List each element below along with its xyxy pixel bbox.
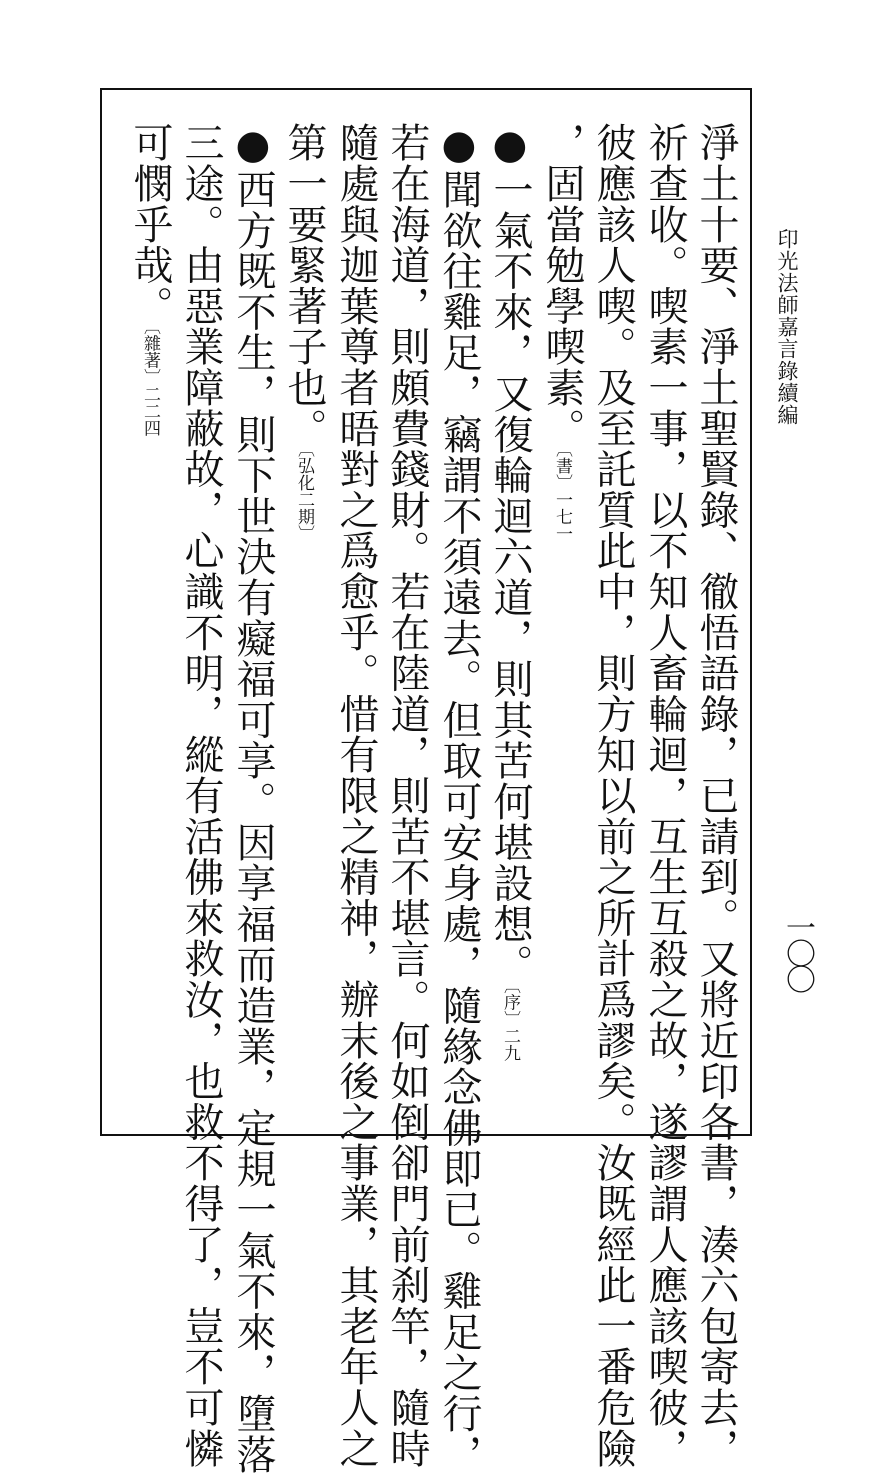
column-text: ，固當勉學喫素。 bbox=[539, 122, 585, 449]
text-column bbox=[641, 122, 689, 1468]
text-column bbox=[332, 122, 380, 1468]
column-text: 隨處與迦葉尊者晤對之爲愈乎。惜有限之精神，辦末後之事業，其老年人之 bbox=[333, 122, 379, 1469]
book-title: 印光法師嘉言錄續編 bbox=[775, 228, 799, 426]
source-note: 〔書〕一七一 bbox=[552, 448, 572, 542]
column-text: 可憫乎哉。 bbox=[127, 122, 173, 326]
column-text: ●聞欲往雞足，竊謂不須遠去。但取可安身處，隨緣念佛即已。雞足之行， bbox=[436, 122, 482, 1474]
column-text: 淨土十要、淨土聖賢錄、徹悟語錄，已請到。又將近印各書，湊六包寄去， bbox=[693, 122, 739, 1469]
text-column bbox=[486, 122, 534, 1061]
source-note: 〔弘化二期〕 bbox=[294, 448, 314, 542]
column-text: 祈查收。喫素一事，以不知人畜輪迴，互生互殺之故，遂謬謂人應該喫彼， bbox=[642, 122, 688, 1469]
text-column bbox=[435, 122, 483, 1474]
text-column bbox=[126, 122, 174, 437]
column-text: 若在海道，則頗費錢財。若在陸道，則苦不堪言。何如倒卻門前刹竿，隨時 bbox=[384, 122, 430, 1469]
column-text: 彼應該人喫。及至託質此中，則方知以前之所計爲謬矣。汝既經此一番危險 bbox=[590, 122, 636, 1469]
column-text: 第一要緊著子也。 bbox=[281, 122, 327, 449]
text-column bbox=[229, 122, 277, 1474]
text-column bbox=[538, 122, 586, 542]
text-column bbox=[692, 122, 740, 1468]
source-note: 〔序〕二九 bbox=[500, 984, 520, 1062]
text-column bbox=[589, 122, 637, 1468]
column-text: ●西方既不生，則下世決有癡福可享。因享福而造業，定規一氣不來，墮落 bbox=[230, 122, 276, 1474]
text-column bbox=[280, 122, 328, 542]
column-text: ●一氣不來，又復輪迴六道，則其苦何堪設想。 bbox=[487, 122, 533, 985]
text-column bbox=[177, 122, 225, 1468]
source-note: 〔雜著〕二二四 bbox=[140, 326, 160, 437]
page-number: 一〇〇 bbox=[780, 912, 815, 990]
text-column bbox=[383, 122, 431, 1468]
column-text: 三途。由惡業障蔽故，心識不明，縱有活佛來救汝，也救不得了，豈不可憐 bbox=[178, 122, 224, 1469]
